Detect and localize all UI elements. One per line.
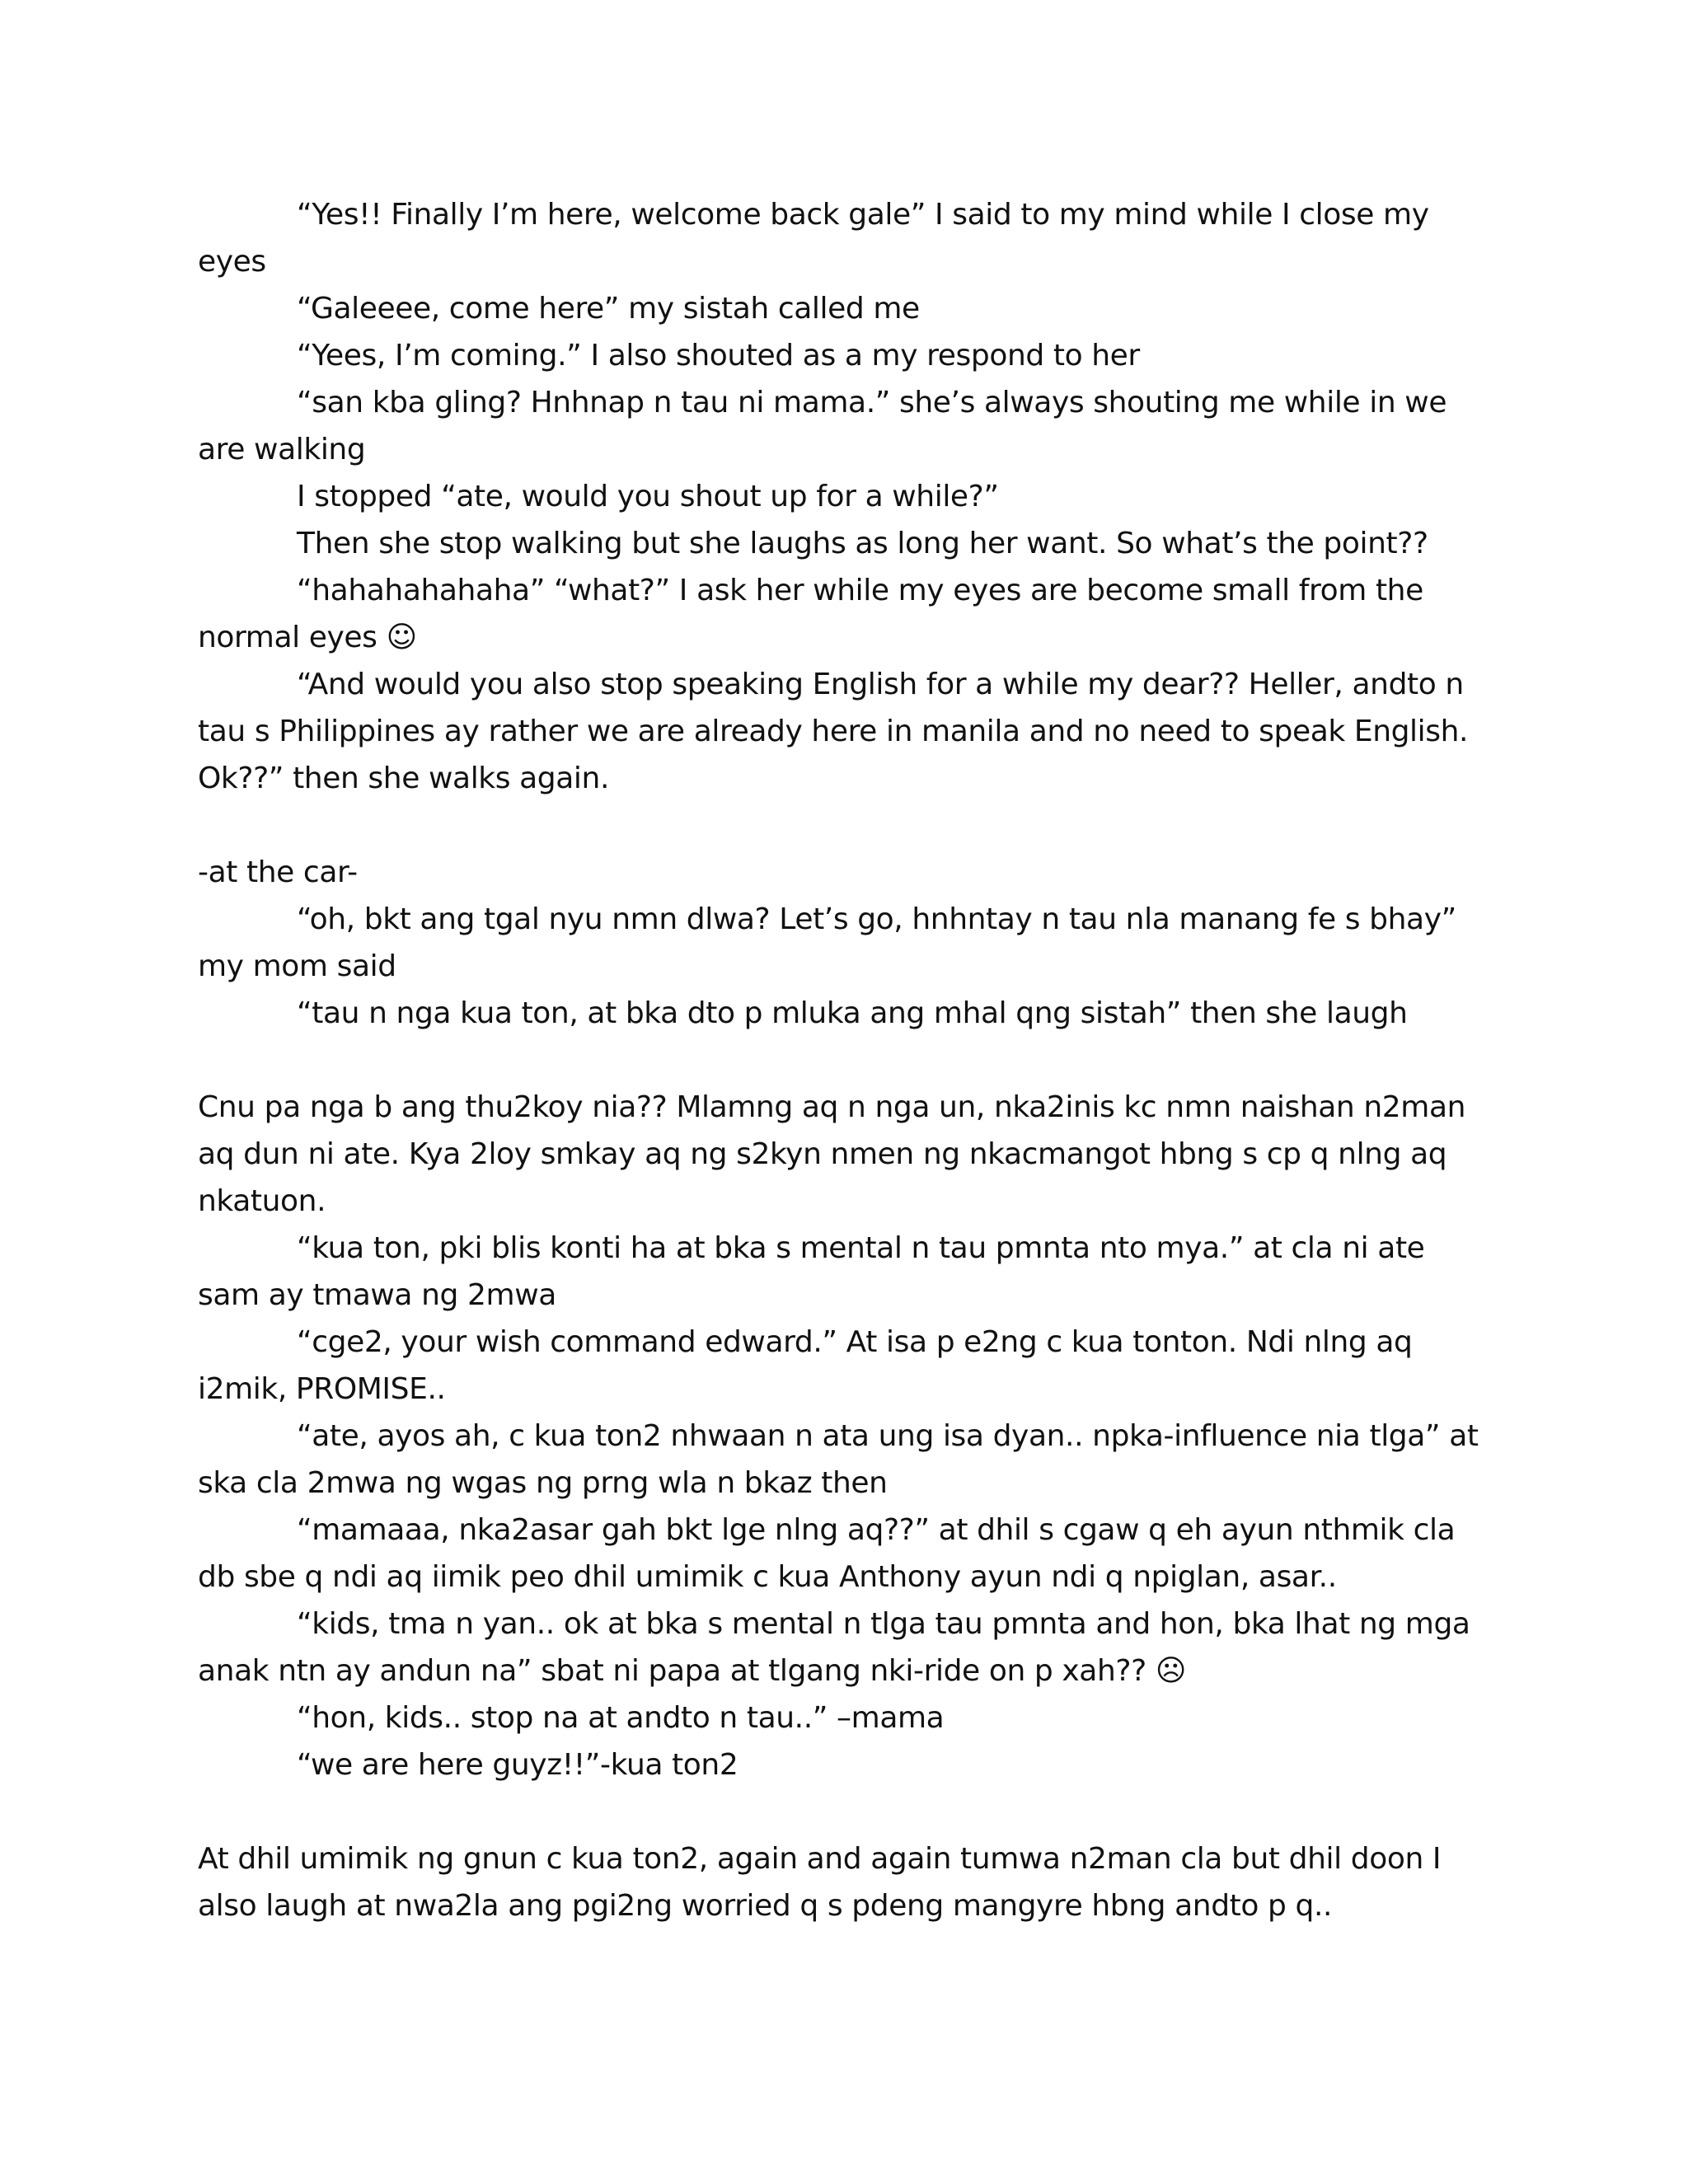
paragraph-11: “tau n nga kua ton, at bka dto p mluka ang mhal qng sistah” then she laugh: [297, 996, 1408, 1030]
paragraph-15: “ate, ayos ah, c kua ton2 nhwaan n ata ung isa dyan.. npka-influence nia tlga” at ska cla 2mwa ng wgas ng prng wla n bkaz then: [198, 1419, 1479, 1500]
paragraph-18: “hon, kids.. stop na at andto n tau..” –mama: [297, 1701, 945, 1735]
paragraph-19: “we are here guyz!!”-kua ton2: [297, 1748, 738, 1782]
paragraph-13: “kua ton, pki blis konti ha at bka s mental n tau pmnta nto mya.” at cla ni ate sam ay tmawa ng 2mwa: [198, 1231, 1425, 1312]
paragraph-6: Then she stop walking but she laughs as long her want. So what’s the point??: [297, 527, 1428, 560]
paragraph-4: “san kba gling? Hnhnap n tau ni mama.” she’s always shouting me while in we are walking: [198, 386, 1447, 466]
paragraph-16: “mamaaa, nka2asar gah bkt lge nlng aq??” at dhil s cgaw q eh ayun nthmik cla db sbe q ndi aq iimik peo dhil umimik c kua Anthony ayun ndi q npiglan, asar..: [198, 1513, 1456, 1594]
paragraph-3: “Yees, I’m coming.” I also shouted as a my respond to her: [297, 339, 1140, 373]
paragraph-8: “And would you also stop speaking English for a while my dear?? Heller, andto n tau s Philippines ay rather we are already here in manila and no need to speak English. Ok??” then she walks again.: [198, 668, 1469, 795]
paragraph-20: At dhil umimik ng gnun c kua ton2, again and again tumwa n2man cla but dhil doon I also laugh at nwa2la ang pgi2ng worried q s pdeng mangyre hbng andto p q..: [198, 1842, 1442, 1923]
paragraph-1: “Yes!! Finally I’m here, welcome back gale” I said to my mind while I close my eyes: [198, 198, 1429, 279]
paragraph-17: “kids, tma n yan.. ok at bka s mental n tlga tau pmnta and hon, bka lhat ng mga anak ntn ay andun na” sbat ni papa at tlgang nki-ride on p xah?? ☹: [198, 1607, 1470, 1688]
paragraph-5: I stopped “ate, would you shout up for a while?”: [297, 480, 999, 513]
paragraph-7: “hahahahahaha” “what?” I ask her while my eyes are become small from the normal eyes ☺: [198, 574, 1423, 654]
document-body: [198, 191, 1484, 1929]
paragraph-12: Cnu pa nga b ang thu2koy nia?? Mlamng aq n nga un, nka2inis kc nmn naishan n2man aq dun ni ate. Kya 2loy smkay aq ng s2kyn nmen ng nkacmangot hbng s cp q nlng aq nkatuon.: [198, 1090, 1466, 1218]
paragraph-2: “Galeeee, come here” my sistah called me: [297, 292, 920, 326]
scene-heading: -at the car-: [198, 855, 358, 889]
paragraph-10: “oh, bkt ang tgal nyu nmn dlwa? Let’s go, hnhntay n tau nla manang fe s bhay” my mom said: [198, 902, 1456, 983]
paragraph-14: “cge2, your wish command edward.” At isa p e2ng c kua tonton. Ndi nlng aq i2mik, PROMISE..: [198, 1325, 1413, 1406]
